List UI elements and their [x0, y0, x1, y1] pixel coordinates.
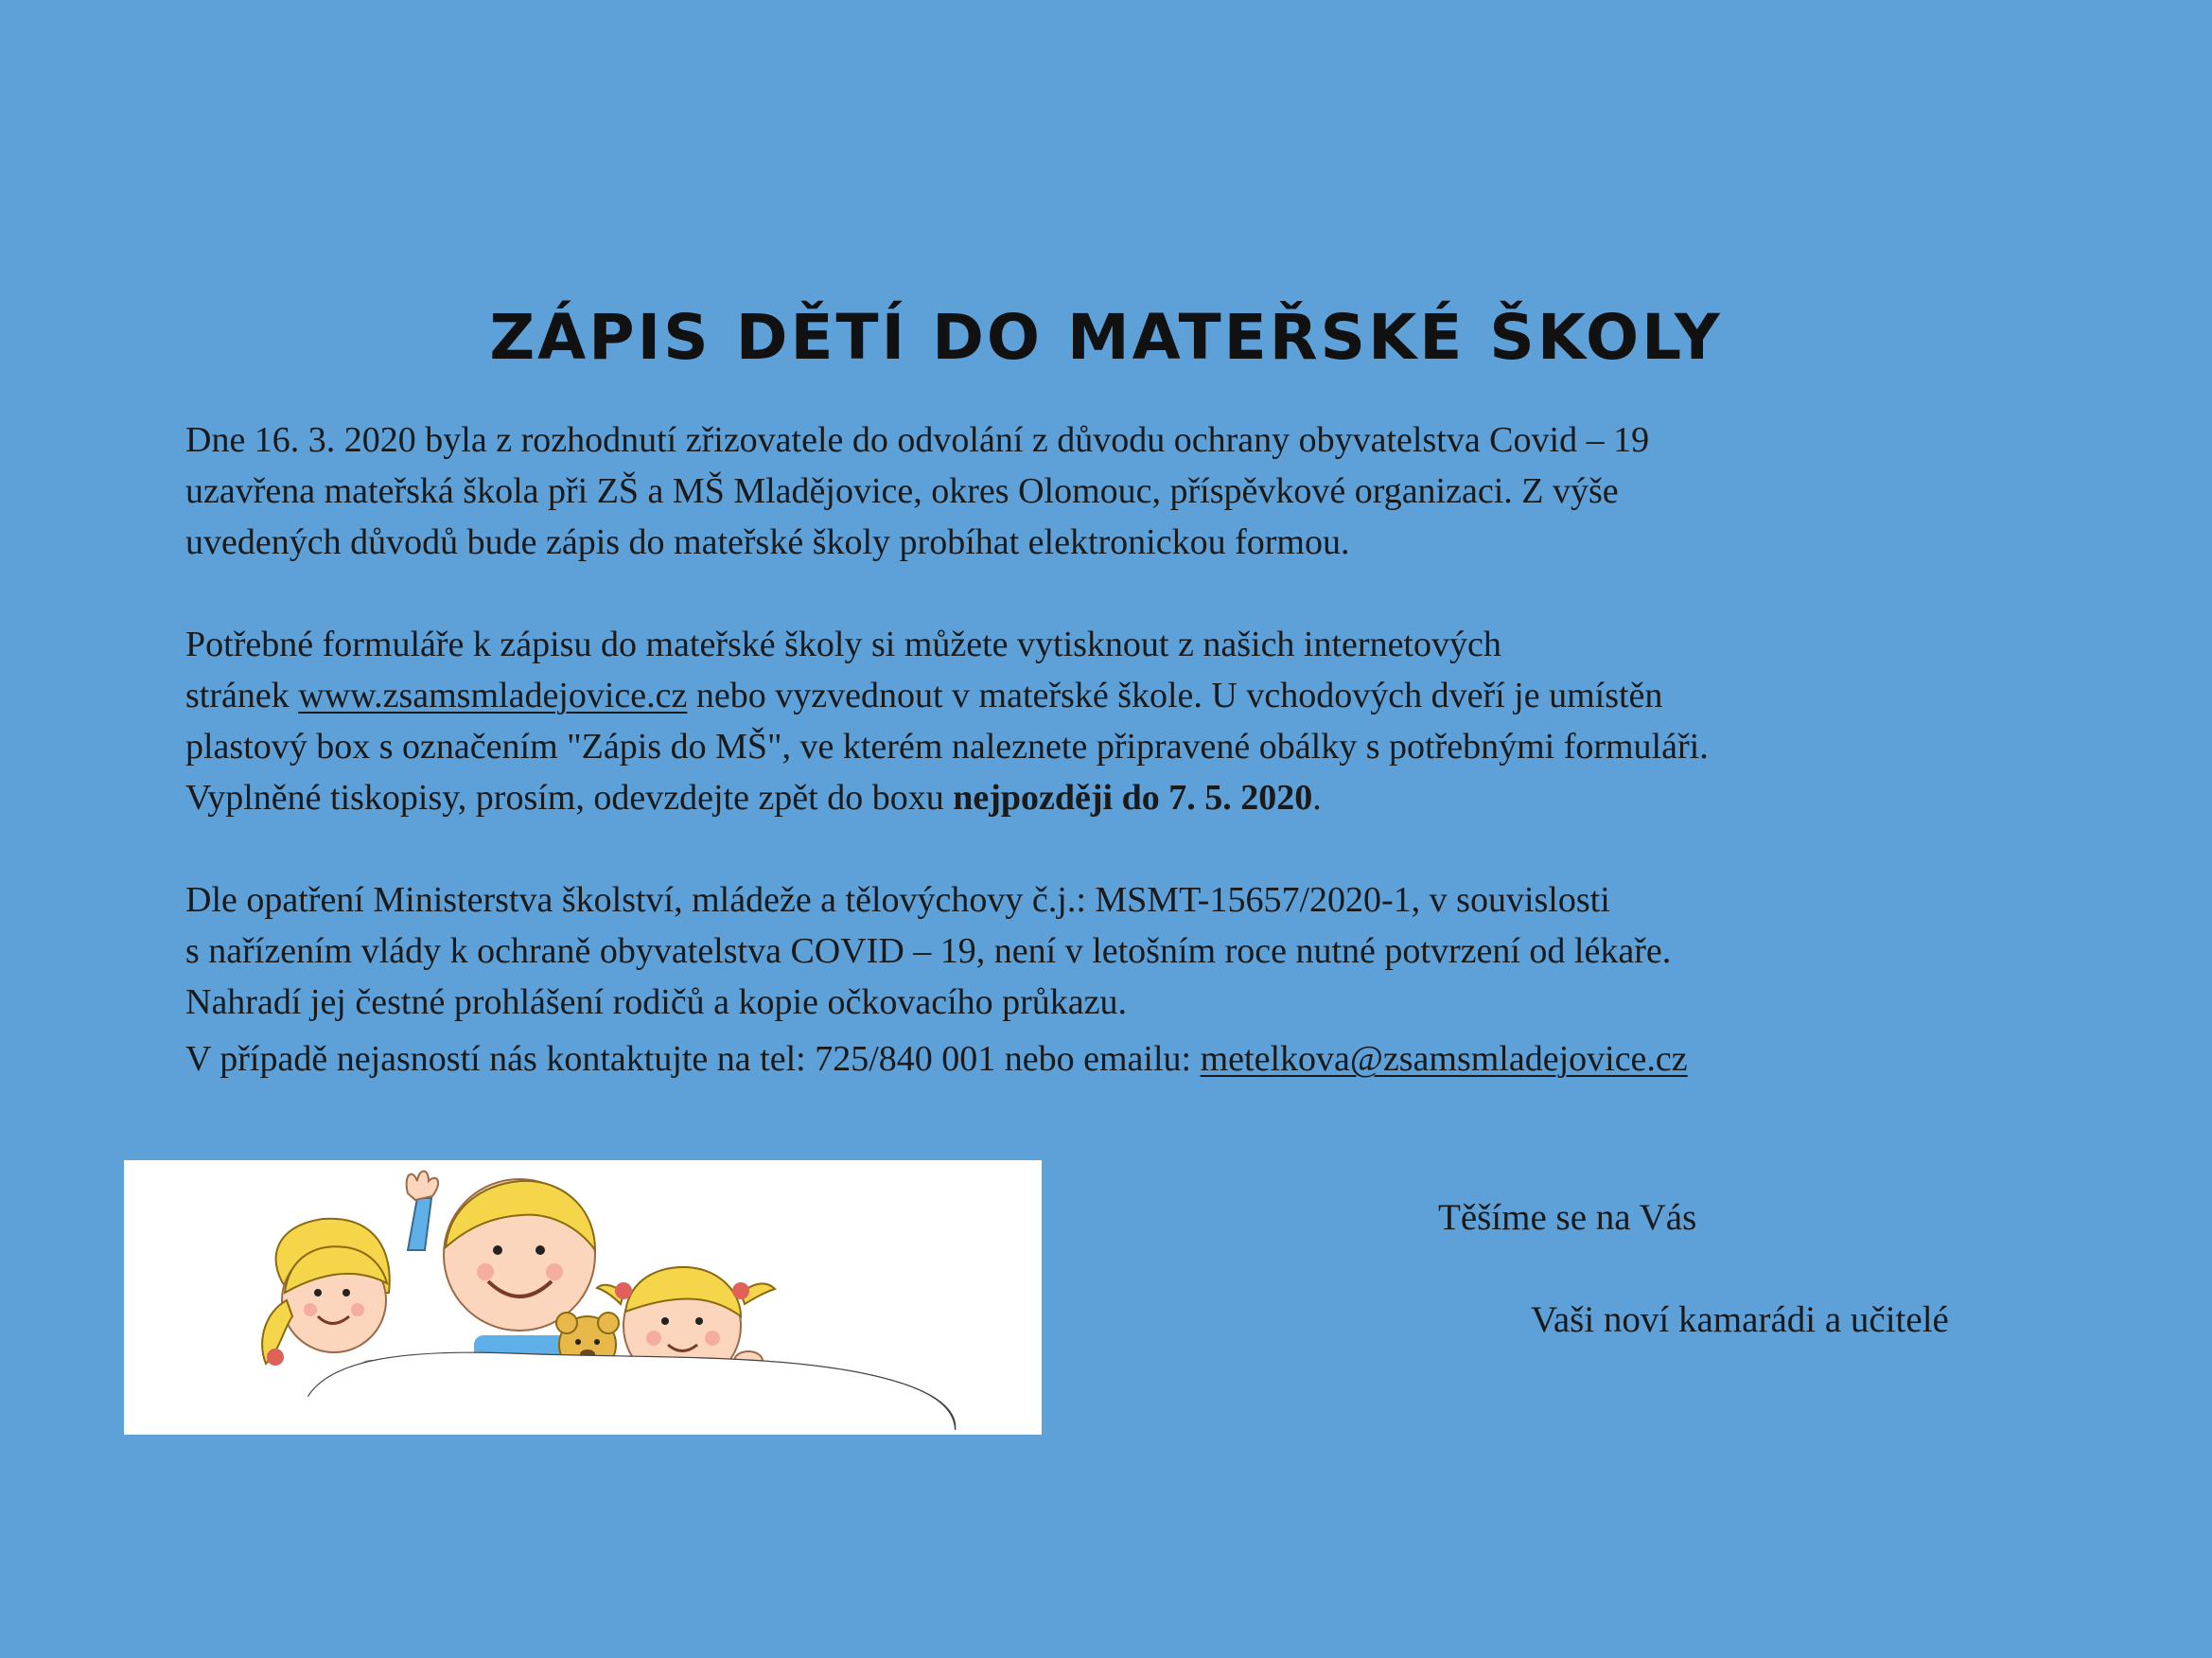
paragraph-2-line-2-prefix: stránek	[185, 676, 299, 715]
greeting-text: Těšíme se na Vás	[1438, 1197, 1697, 1238]
paragraph-spacer	[185, 568, 2078, 619]
paragraph-1-line-3: uvedených důvodů bude zápis do mateřské školy probíhat elektronickou formou.	[185, 522, 1350, 562]
paragraph-2-line-3: plastový box s označením "Zápis do MŠ", ve kterém naleznete připravené obálky s potřebnými formuláři.	[185, 727, 1709, 767]
children-illustration-svg	[124, 1160, 1042, 1435]
paragraph-2-line-4-prefix: Vyplněné tiskopisy, prosím, odevzdejte zpět do boxu	[185, 778, 954, 818]
page-title: ZÁPIS DĚTÍ DO MATEŘSKÉ ŠKOLY	[489, 301, 1723, 374]
signature-text: Vaši noví kamarádi a učitelé	[1531, 1299, 1949, 1340]
contact-prefix: V případě nejasností nás kontaktujte na tel: 725/840 001 nebo emailu:	[185, 1039, 1201, 1079]
announcement-body	[185, 414, 2078, 1090]
contact-line	[185, 1033, 2078, 1090]
email-link[interactable]: metelkova@zsamsmladejovice.cz	[1200, 1039, 1688, 1079]
paragraph-2-line-2	[185, 670, 2078, 721]
deadline-text: nejpozději do 7. 5. 2020	[953, 778, 1313, 818]
children-illustration	[124, 1160, 1042, 1435]
paragraph-1-line-2: uzavřena mateřská škola při ZŠ a MŠ Mladějovice, okres Olomouc, příspěvkové organizaci. Z výše	[185, 471, 1619, 511]
paragraph-2-line-4	[185, 772, 2078, 823]
paragraph-2-line-1: Potřebné formuláře k zápisu do mateřské školy si můžete vytisknout z našich internetových	[185, 625, 1501, 664]
paragraph-spacer	[185, 823, 2078, 874]
paragraph-3-line-3: Nahradí jej čestné prohlášení rodičů a kopie očkovacího průkazu.	[185, 982, 1128, 1022]
paragraph-3-line-2: s nařízením vlády k ochraně obyvatelstva COVID – 19, není v letošním roce nutné potvrzení od lékaře.	[185, 931, 1672, 971]
blanket-fill	[308, 1353, 955, 1435]
paragraph-3-line-1: Dle opatření Ministerstva školství, mládeže a tělovýchovy č.j.: MSMT-15657/2020-1, v souvislosti	[185, 880, 1610, 920]
website-link[interactable]: www.zsamsmladejovice.cz	[298, 676, 688, 715]
paragraph-2-line-2-suffix: nebo vyzvednout v mateřské škole. U vchodových dveří je umístěn	[687, 676, 1663, 715]
girl-left-figure	[262, 1219, 390, 1366]
paragraph-2-line-4-suffix: .	[1312, 778, 1322, 818]
paragraph-1-line-1: Dne 16. 3. 2020 byla z rozhodnutí zřizovatele do odvolání z důvodu ochrany obyvatelstva Covid – 19	[185, 420, 1650, 460]
